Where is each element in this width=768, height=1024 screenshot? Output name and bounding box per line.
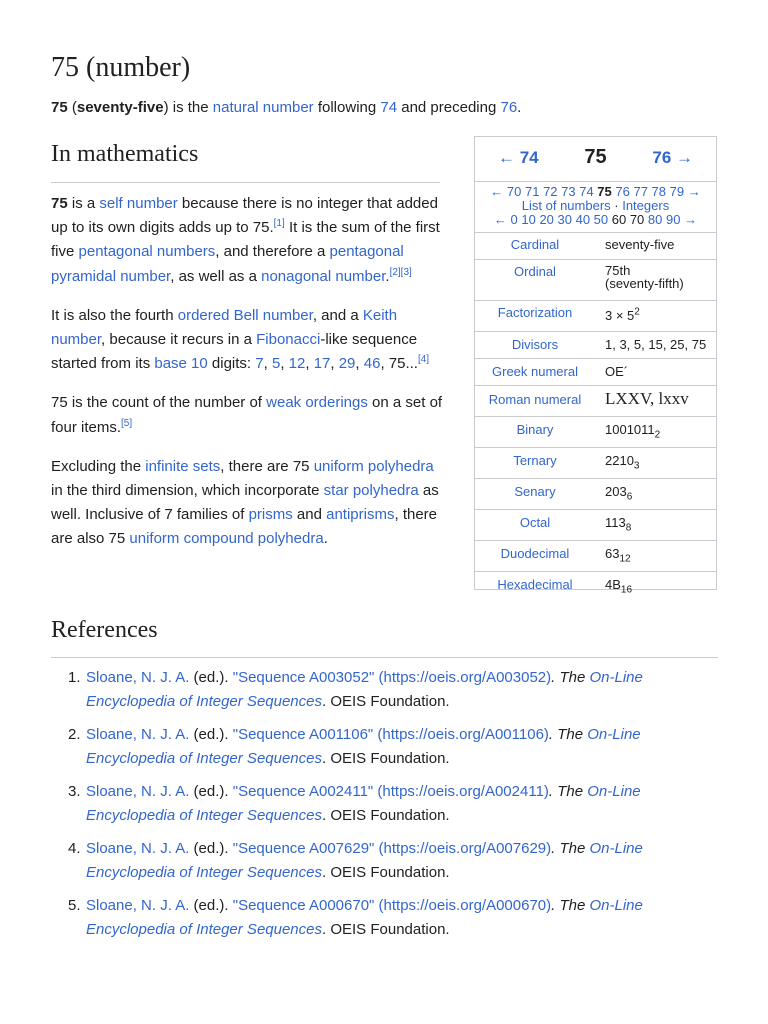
nav-numbers-after[interactable]: 76 77 78 79 [615, 184, 685, 199]
references-list [51, 666, 718, 951]
text: , because it recurs in a [101, 331, 257, 349]
section-heading-references: References [51, 617, 158, 643]
section-divider [51, 657, 718, 658]
infobox-prev-link[interactable]: ← 74 [498, 148, 539, 167]
reference-sequence-link[interactable]: "Sequence A001106" (https://oeis.org/A001106) [232, 726, 549, 743]
reference-author-link[interactable]: Sloane, N. J. A. [86, 669, 190, 686]
paragraph-bell-keith [51, 304, 443, 377]
reference-text: . OEIS Foundation. [322, 693, 450, 710]
lead-text: and preceding [397, 99, 501, 116]
text: is a [67, 195, 100, 212]
text: It is also the fourth [51, 306, 178, 324]
nav-numbers-before[interactable]: 70 71 72 73 74 [506, 184, 594, 199]
lead-text: . [517, 99, 522, 116]
reference-encyclopedia-link[interactable]: On-Line [589, 840, 643, 857]
factorization-base: 3 × 5 [605, 308, 635, 323]
link-74[interactable]: 74 [380, 99, 398, 116]
nonagonal-number-link[interactable]: nonagonal number [261, 267, 386, 285]
duodecimal-label[interactable]: Duodecimal [500, 546, 570, 561]
infobox-row-senary [475, 479, 716, 510]
lead-text: is the [168, 99, 213, 116]
ordinal-value-line1: 75th [605, 263, 631, 278]
reference-encyclopedia-link[interactable]: On-Line [589, 897, 643, 914]
reference-number: 4. [68, 840, 81, 857]
lead-name: seventy-five [76, 99, 164, 116]
reference-text: . The [548, 783, 588, 800]
factorization-label[interactable]: Factorization [497, 305, 573, 320]
reference-item [51, 780, 718, 828]
reference-text: . The [551, 669, 590, 686]
text: , there are 75 [220, 457, 314, 475]
ordinal-label[interactable]: Ordinal [514, 264, 556, 279]
bold-number: 75 [51, 195, 68, 212]
nav-prev-arrow[interactable]: ← [490, 184, 504, 199]
cardinal-value: seventy-five [605, 237, 675, 252]
reference-encyclopedia-link[interactable]: Encyclopedia of Integer Sequences [86, 750, 322, 767]
hexadecimal-label[interactable]: Hexadecimal [497, 577, 573, 592]
pentagonal-numbers-link[interactable]: pentagonal numbers [78, 243, 216, 261]
nav-tens-after[interactable]: 80 90 [647, 212, 681, 227]
reference-item [51, 894, 718, 942]
nav-next-arrow[interactable]: → [687, 184, 701, 199]
prisms-link[interactable]: prisms [248, 506, 293, 524]
octal-value [605, 515, 710, 534]
reference-encyclopedia-link[interactable]: On-Line [587, 783, 641, 800]
octal-base: 8 [625, 522, 632, 534]
reference-text: (ed.). [189, 783, 233, 800]
reference-item [51, 723, 718, 771]
reference-number: 1. [68, 669, 81, 686]
reference-author-link[interactable]: Sloane, N. J. A. [86, 897, 190, 914]
duodecimal-digits: 63 [605, 546, 620, 561]
binary-value [605, 422, 710, 441]
senary-digits: 203 [605, 484, 627, 499]
base-10-link[interactable]: base 10 [154, 355, 208, 373]
uniform-compound-polyhedra-link[interactable]: uniform compound polyhedra [129, 530, 324, 548]
reference-author-link[interactable]: Sloane, N. J. A. [86, 840, 190, 857]
lead-text: following [313, 99, 381, 116]
page-title: 75 (number) [51, 52, 191, 83]
infinite-sets-link[interactable]: infinite sets [145, 457, 221, 475]
seq-sep: , [280, 355, 289, 373]
reference-author-link[interactable]: Sloane, N. J. A. [86, 783, 190, 800]
reference-sequence-link[interactable]: "Sequence A002411" (https://oeis.org/A002411) [232, 783, 549, 800]
infobox-next-link[interactable]: 76 → [652, 148, 693, 167]
reference-encyclopedia-link[interactable]: On-Line [587, 726, 641, 743]
pentagonal-pyramidal-link[interactable]: pentagonal pyramidal number [51, 243, 404, 285]
text: . [323, 530, 328, 548]
nav-tens-prev-arrow[interactable]: ← [493, 212, 507, 227]
reference-text: . OEIS Foundation. [322, 750, 450, 767]
infobox-header [475, 137, 716, 182]
seq-sep: , [305, 355, 314, 373]
mathematics-section [51, 192, 443, 567]
reference-number: 2. [68, 726, 81, 743]
reference-author-link[interactable]: Sloane, N. J. A. [86, 726, 190, 743]
seq-sep: , [330, 355, 339, 373]
infobox-row-roman [475, 386, 716, 417]
nav-tens-before[interactable]: 0 10 20 30 40 50 [510, 212, 609, 227]
citation-4[interactable]: [4] [417, 354, 430, 366]
ordered-bell-link[interactable]: ordered Bell number [177, 306, 313, 324]
seq-link-7[interactable]: 7 [255, 355, 264, 373]
seq-sep: , [263, 355, 272, 373]
infobox-row-ternary [475, 448, 716, 479]
star-polyhedra-link[interactable]: star polyhedra [323, 482, 419, 500]
nav-row-lists [475, 199, 716, 213]
greek-numeral-value: ΟΕ´ [605, 364, 629, 379]
reference-sequence-link[interactable]: "Sequence A003052" (https://oeis.org/A003052) [232, 669, 552, 686]
seq-link-12[interactable]: 12 [288, 355, 306, 373]
infobox-row-hexadecimal [475, 572, 716, 601]
nav-tens-next-arrow[interactable]: → [684, 212, 698, 227]
cardinal-label[interactable]: Cardinal [510, 237, 560, 252]
section-heading-mathematics: In mathematics [51, 141, 199, 167]
reference-text: (ed.). [189, 669, 233, 686]
seq-sep: , [380, 355, 389, 373]
seq-sep: , [355, 355, 364, 373]
uniform-polyhedra-link[interactable]: uniform polyhedra [313, 457, 434, 475]
text: and [292, 506, 327, 524]
infobox-row-binary [475, 417, 716, 448]
divisors-value: 1, 3, 5, 15, 25, 75 [605, 337, 707, 352]
text: It is the sum of the first five [51, 219, 440, 261]
roman-numeral-label[interactable]: Roman numeral [488, 392, 582, 407]
infobox-current-number: 75 [584, 146, 607, 168]
text: , there are also 75 [51, 506, 438, 548]
binary-base: 2 [654, 429, 661, 441]
seq-link-46[interactable]: 46 [363, 355, 381, 373]
lead-paragraph: 75 (seventy-five) is the natural number following 74 and preceding 76. [51, 99, 522, 116]
infobox-row-octal [475, 510, 716, 541]
octal-digits: 113 [605, 515, 626, 530]
infobox-row-duodecimal [475, 541, 716, 572]
infobox-row-greek [475, 359, 716, 386]
duodecimal-value [605, 546, 710, 565]
reference-item [51, 837, 718, 885]
reference-text: . The [548, 726, 588, 743]
seq-link-17[interactable]: 17 [313, 355, 331, 373]
integers-link[interactable]: Integers [622, 198, 670, 213]
lead-number: 75 [51, 99, 68, 116]
text: in the third dimension, which incorporate [51, 482, 324, 500]
factorization-exponent: 2 [634, 306, 640, 318]
senary-label[interactable]: Senary [514, 484, 556, 499]
text: 75 is the count of the number of [51, 394, 267, 412]
nav-row-units [475, 185, 716, 199]
hexadecimal-base: 16 [620, 584, 633, 596]
reference-text: . The [551, 840, 590, 857]
paragraph-polyhedra [51, 455, 443, 552]
reference-encyclopedia-link[interactable]: Encyclopedia of Integer Sequences [86, 807, 322, 824]
self-number-link[interactable]: self number [99, 195, 178, 212]
paragraph-self-number [51, 192, 443, 289]
text: , and therefore a [215, 243, 330, 261]
reference-encyclopedia-link[interactable]: Encyclopedia of Integer Sequences [86, 693, 322, 710]
reference-text: (ed.). [189, 897, 233, 914]
text: 75... [388, 355, 418, 373]
nav-tens-current: 60 70 [611, 212, 645, 227]
reference-sequence-link[interactable]: "Sequence A000670" (https://oeis.org/A000670) [232, 897, 552, 914]
infobox-row-ordinal [475, 260, 716, 301]
duodecimal-base: 12 [619, 553, 631, 565]
weak-orderings-link[interactable]: weak orderings [266, 394, 368, 412]
text: -like sequence started from its [51, 331, 418, 373]
nav-current: 75 [597, 184, 612, 199]
text: digits: [207, 355, 256, 373]
reference-sequence-link[interactable]: "Sequence A007629" (https://oeis.org/A007629) [232, 840, 552, 857]
citation-2-3[interactable]: [2][3] [389, 266, 412, 278]
reference-encyclopedia-link[interactable]: Encyclopedia of Integer Sequences [86, 921, 322, 938]
infobox-row-cardinal [475, 233, 716, 260]
reference-text: (ed.). [189, 726, 233, 743]
reference-text: (ed.). [189, 840, 233, 857]
reference-text: . OEIS Foundation. [322, 921, 450, 938]
octal-label[interactable]: Octal [519, 515, 551, 530]
text: on a set of four items. [51, 394, 443, 436]
paragraph-weak-orderings [51, 391, 443, 439]
ordinal-value-line2: (seventy-fifth) [605, 276, 684, 291]
nav-dot: · [610, 198, 623, 213]
text: , as well as a [170, 267, 262, 285]
text: . [385, 267, 390, 285]
seq-link-29[interactable]: 29 [338, 355, 356, 373]
reference-number: 3. [68, 783, 81, 800]
text: because there is no integer that added up to its own digits adds up to 75. [51, 195, 438, 237]
senary-value [605, 484, 710, 503]
reference-encyclopedia-link[interactable]: On-Line [589, 669, 643, 686]
reference-encyclopedia-link[interactable]: Encyclopedia of Integer Sequences [86, 864, 322, 881]
binary-label[interactable]: Binary [516, 422, 554, 437]
list-of-numbers-link[interactable]: List of numbers [521, 198, 611, 213]
fibonacci-link[interactable]: Fibonacci [256, 331, 321, 349]
section-divider [51, 182, 440, 183]
binary-digits: 1001011 [605, 422, 655, 437]
divisors-label[interactable]: Divisors [511, 337, 559, 352]
ternary-base: 3 [633, 460, 640, 472]
reference-item [51, 666, 718, 714]
infobox-row-divisors [475, 332, 716, 359]
reference-text: . The [551, 897, 590, 914]
greek-numeral-label[interactable]: Greek numeral [492, 364, 578, 379]
reference-text: . OEIS Foundation. [322, 807, 450, 824]
senary-base: 6 [626, 491, 633, 503]
nav-row-tens [475, 213, 716, 227]
antiprisms-link[interactable]: antiprisms [326, 506, 395, 524]
hexadecimal-digits: 4B [605, 577, 621, 592]
roman-numeral-value: LXXV, lxxv [605, 389, 689, 408]
text: , and a [312, 306, 363, 324]
citation-1[interactable]: [1] [273, 218, 285, 230]
ternary-digits: 2210 [605, 453, 634, 468]
hexadecimal-value [605, 577, 710, 596]
seq-link-5[interactable]: 5 [271, 355, 281, 373]
infobox-row-factorization [475, 301, 716, 332]
reference-text: . OEIS Foundation. [322, 864, 450, 881]
text: as well. Inclusive of 7 families of [51, 482, 439, 524]
ordinal-value [605, 264, 710, 290]
link-76[interactable]: 76 [500, 99, 518, 116]
infobox-number-nav [475, 182, 716, 233]
keith-number-link[interactable]: Keith number [51, 306, 398, 349]
reference-number: 5. [68, 897, 81, 914]
citation-5[interactable]: [5] [121, 417, 133, 429]
natural-number-link[interactable]: natural number [212, 99, 314, 116]
text: Excluding the [51, 457, 146, 475]
ternary-label[interactable]: Ternary [513, 453, 557, 468]
infobox [474, 136, 717, 596]
factorization-value [605, 308, 710, 323]
ternary-value [605, 453, 710, 472]
